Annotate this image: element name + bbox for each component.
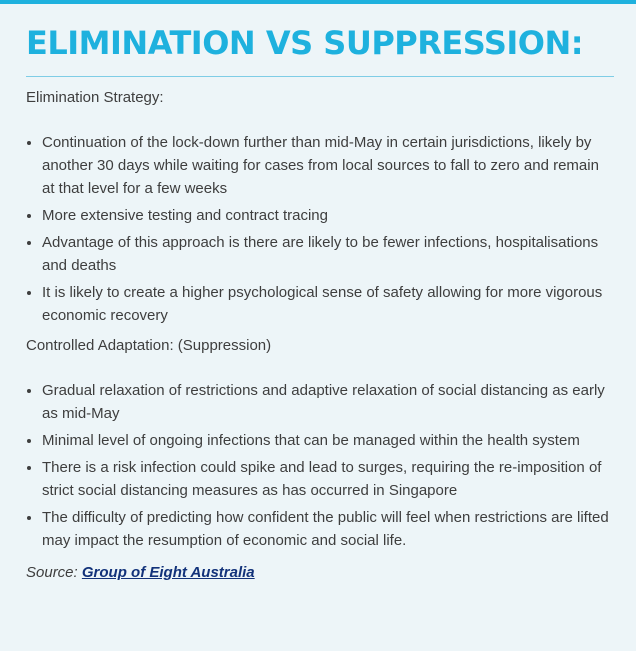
list-item: Minimal level of ongoing infections that can be managed within the health system (26, 429, 614, 452)
list-item: There is a risk infection could spike and lead to surges, requiring the re-imposition of strict social distancing measures as has occurred in Singapore (26, 456, 614, 502)
section-heading: Controlled Adaptation: (Suppression) (26, 337, 272, 354)
list-item: Gradual relaxation of restrictions and adaptive relaxation of social distancing as early as mid-May (26, 379, 614, 425)
list-item: Advantage of this approach is there are likely to be fewer infections, hospitalisations and deaths (26, 231, 614, 277)
source-label: Source: (26, 564, 78, 581)
section-heading: Elimination Strategy: (26, 89, 164, 106)
list-item: More extensive testing and contract tracing (26, 204, 614, 227)
title-divider (26, 76, 614, 77)
page-title: ELIMINATION VS SUPPRESSION: (26, 24, 584, 62)
list-item: It is likely to create a higher psychological sense of safety allowing for more vigorous economic recovery (26, 281, 614, 327)
source-line (26, 562, 614, 584)
bullet-list (26, 379, 614, 552)
section-elimination (26, 87, 614, 327)
bullet-list (26, 131, 614, 327)
section-suppression (26, 335, 614, 552)
source-link[interactable]: Group of Eight Australia (81, 564, 255, 581)
list-item: Continuation of the lock-down further than mid-May in certain jurisdictions, likely by another 30 days while waiting for cases from local sources to fall to zero and remain at that level for a few weeks (26, 131, 614, 200)
list-item: The difficulty of predicting how confident the public will feel when restrictions are lifted may impact the resumption of economic and social life. (26, 506, 614, 552)
